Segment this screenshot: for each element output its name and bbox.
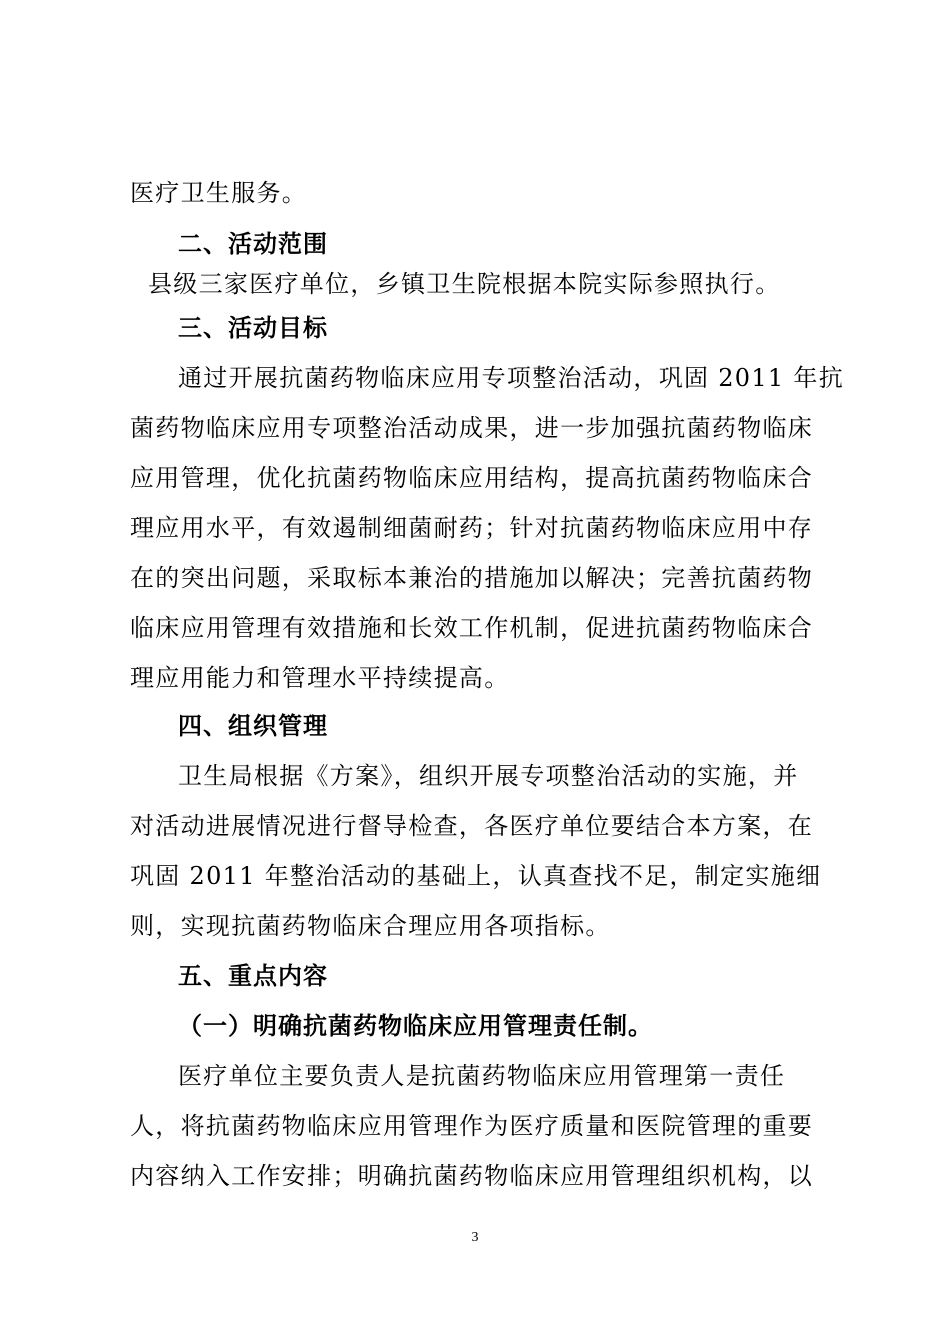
body-text-line: 内容纳入工作安排；明确抗菌药物临床应用管理组织机构，以: [130, 1162, 814, 1190]
page-number: 3: [471, 1230, 479, 1245]
body-text-line: 应用管理，优化抗菌药物临床应用结构，提高抗菌药物临床合: [130, 464, 814, 492]
body-text-line: 人，将抗菌药物临床应用管理作为医疗质量和医院管理的重要: [130, 1112, 814, 1140]
body-text-line: 卫生局根据《方案》，组织开展专项整治活动的实施，并: [178, 762, 799, 790]
body-text-line: 医疗卫生服务。: [130, 179, 308, 207]
body-text-line: 菌药物临床应用专项整治活动成果，进一步加强抗菌药物临床: [130, 414, 814, 442]
section-heading: 四、组织管理: [178, 712, 328, 740]
body-text-line: 医疗单位主要负责人是抗菌药物临床应用管理第一责任: [178, 1062, 786, 1090]
subsection-heading: （一）明确抗菌药物临床应用管理责任制。: [178, 1012, 653, 1040]
body-text-line: 通过开展抗菌药物临床应用专项整治活动，巩固 2011 年抗: [178, 364, 845, 392]
section-heading: 三、活动目标: [178, 314, 328, 342]
section-heading: 二、活动范围: [178, 230, 328, 258]
body-text-line: 理应用能力和管理水平持续提高。: [130, 664, 510, 692]
body-text-line: 对活动进展情况进行督导检查，各医疗单位要结合本方案，在: [130, 812, 814, 840]
body-text-line: 在的突出问题，采取标本兼治的措施加以解决；完善抗菌药物: [130, 564, 814, 592]
body-text-line: 理应用水平，有效遏制细菌耐药；针对抗菌药物临床应用中存: [130, 514, 814, 542]
body-text-line: 巩固 2011 年整治活动的基础上，认真查找不足，制定实施细: [130, 862, 822, 890]
section-heading: 五、重点内容: [178, 962, 328, 990]
body-text-line: 则，实现抗菌药物临床合理应用各项指标。: [130, 912, 611, 940]
body-text-line: 县级三家医疗单位，乡镇卫生院根据本院实际参照执行。: [148, 270, 781, 298]
body-text-line: 临床应用管理有效措施和长效工作机制，促进抗菌药物临床合: [130, 614, 814, 642]
